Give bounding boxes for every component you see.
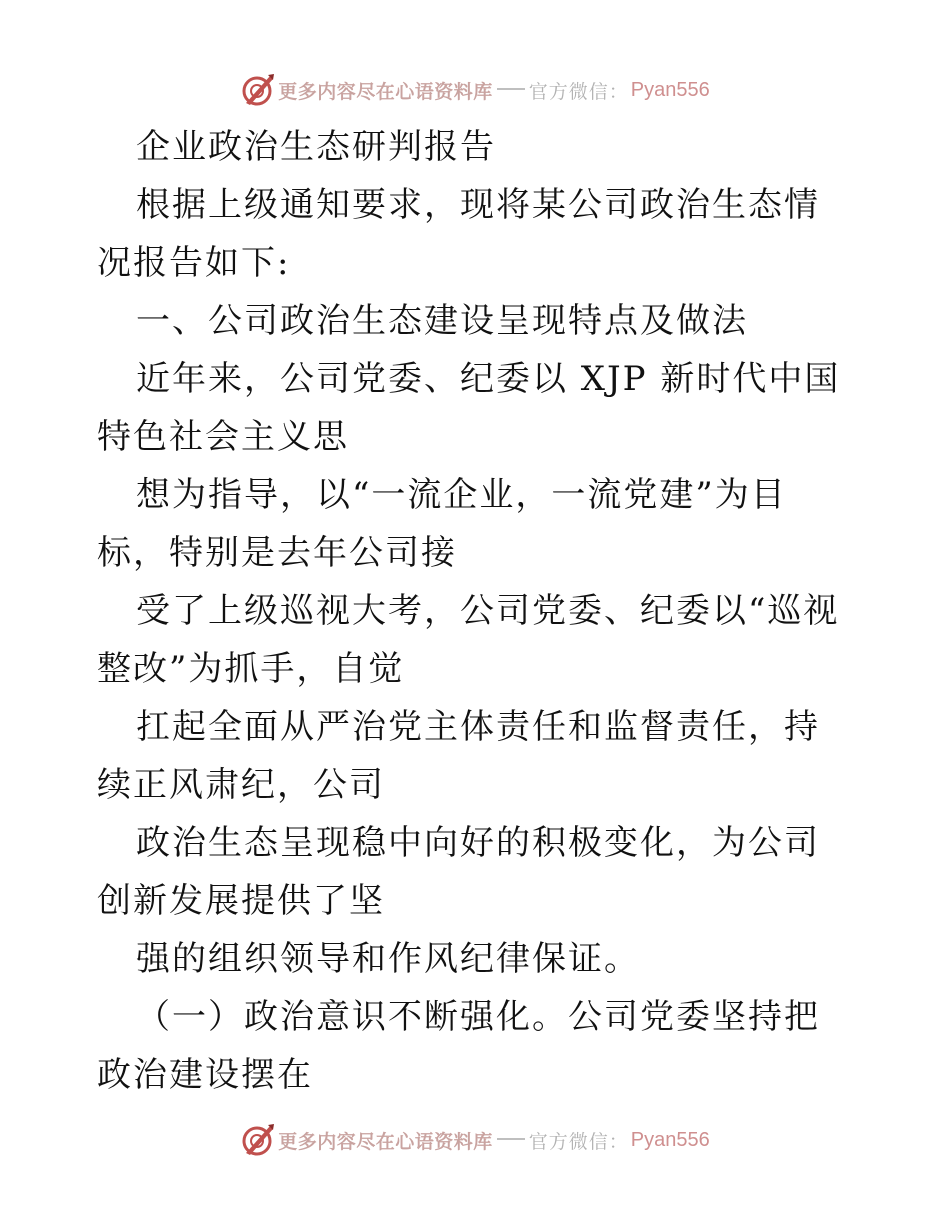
watermark-wechat-label: 官方微信： — [528, 80, 629, 103]
quill-logo-icon — [240, 1122, 276, 1158]
document-title: 企业政治生态研判报告 — [136, 127, 496, 167]
watermark-dash — [497, 88, 525, 90]
watermark-content — [240, 72, 710, 108]
paragraph: 强的组织领导和作风纪律保证。 — [136, 939, 640, 979]
paragraph: 近年来，公司党委、纪委以 XJP 新时代中国特色社会主义思 — [97, 359, 841, 457]
watermark-wechat-id: Pyan556 — [630, 78, 710, 101]
watermark-content — [240, 1122, 710, 1158]
paragraph: 受了上级巡视大考，公司党委、纪委以“巡视整改”为抓手，自觉 — [97, 591, 840, 689]
watermark-site-text: 更多内容尽在心语资料库 — [278, 1130, 493, 1153]
document-body — [97, 118, 853, 1104]
section-heading: 一、公司政治生态建设呈现特点及做法 — [136, 301, 748, 341]
watermark-banner-top — [0, 70, 950, 110]
paragraph: 想为指导，以“一流企业，一流党建”为目标，特别是去年公司接 — [97, 475, 787, 573]
watermark-dash — [497, 1138, 525, 1140]
watermark-wechat-id: Pyan556 — [630, 1128, 710, 1151]
paragraph: 政治生态呈现稳中向好的积极变化，为公司创新发展提供了坚 — [97, 823, 820, 921]
watermark-site-text: 更多内容尽在心语资料库 — [278, 80, 493, 103]
paragraph: 根据上级通知要求，现将某公司政治生态情况报告如下: — [97, 185, 820, 283]
watermark-wechat-label: 官方微信： — [528, 1130, 629, 1153]
subsection-paragraph: （一）政治意识不断强化。公司党委坚持把政治建设摆在 — [97, 997, 820, 1095]
watermark-banner-bottom — [0, 1120, 950, 1160]
quill-logo-icon — [240, 72, 276, 108]
paragraph: 扛起全面从严治党主体责任和监督责任，持续正风肃纪，公司 — [97, 707, 820, 805]
